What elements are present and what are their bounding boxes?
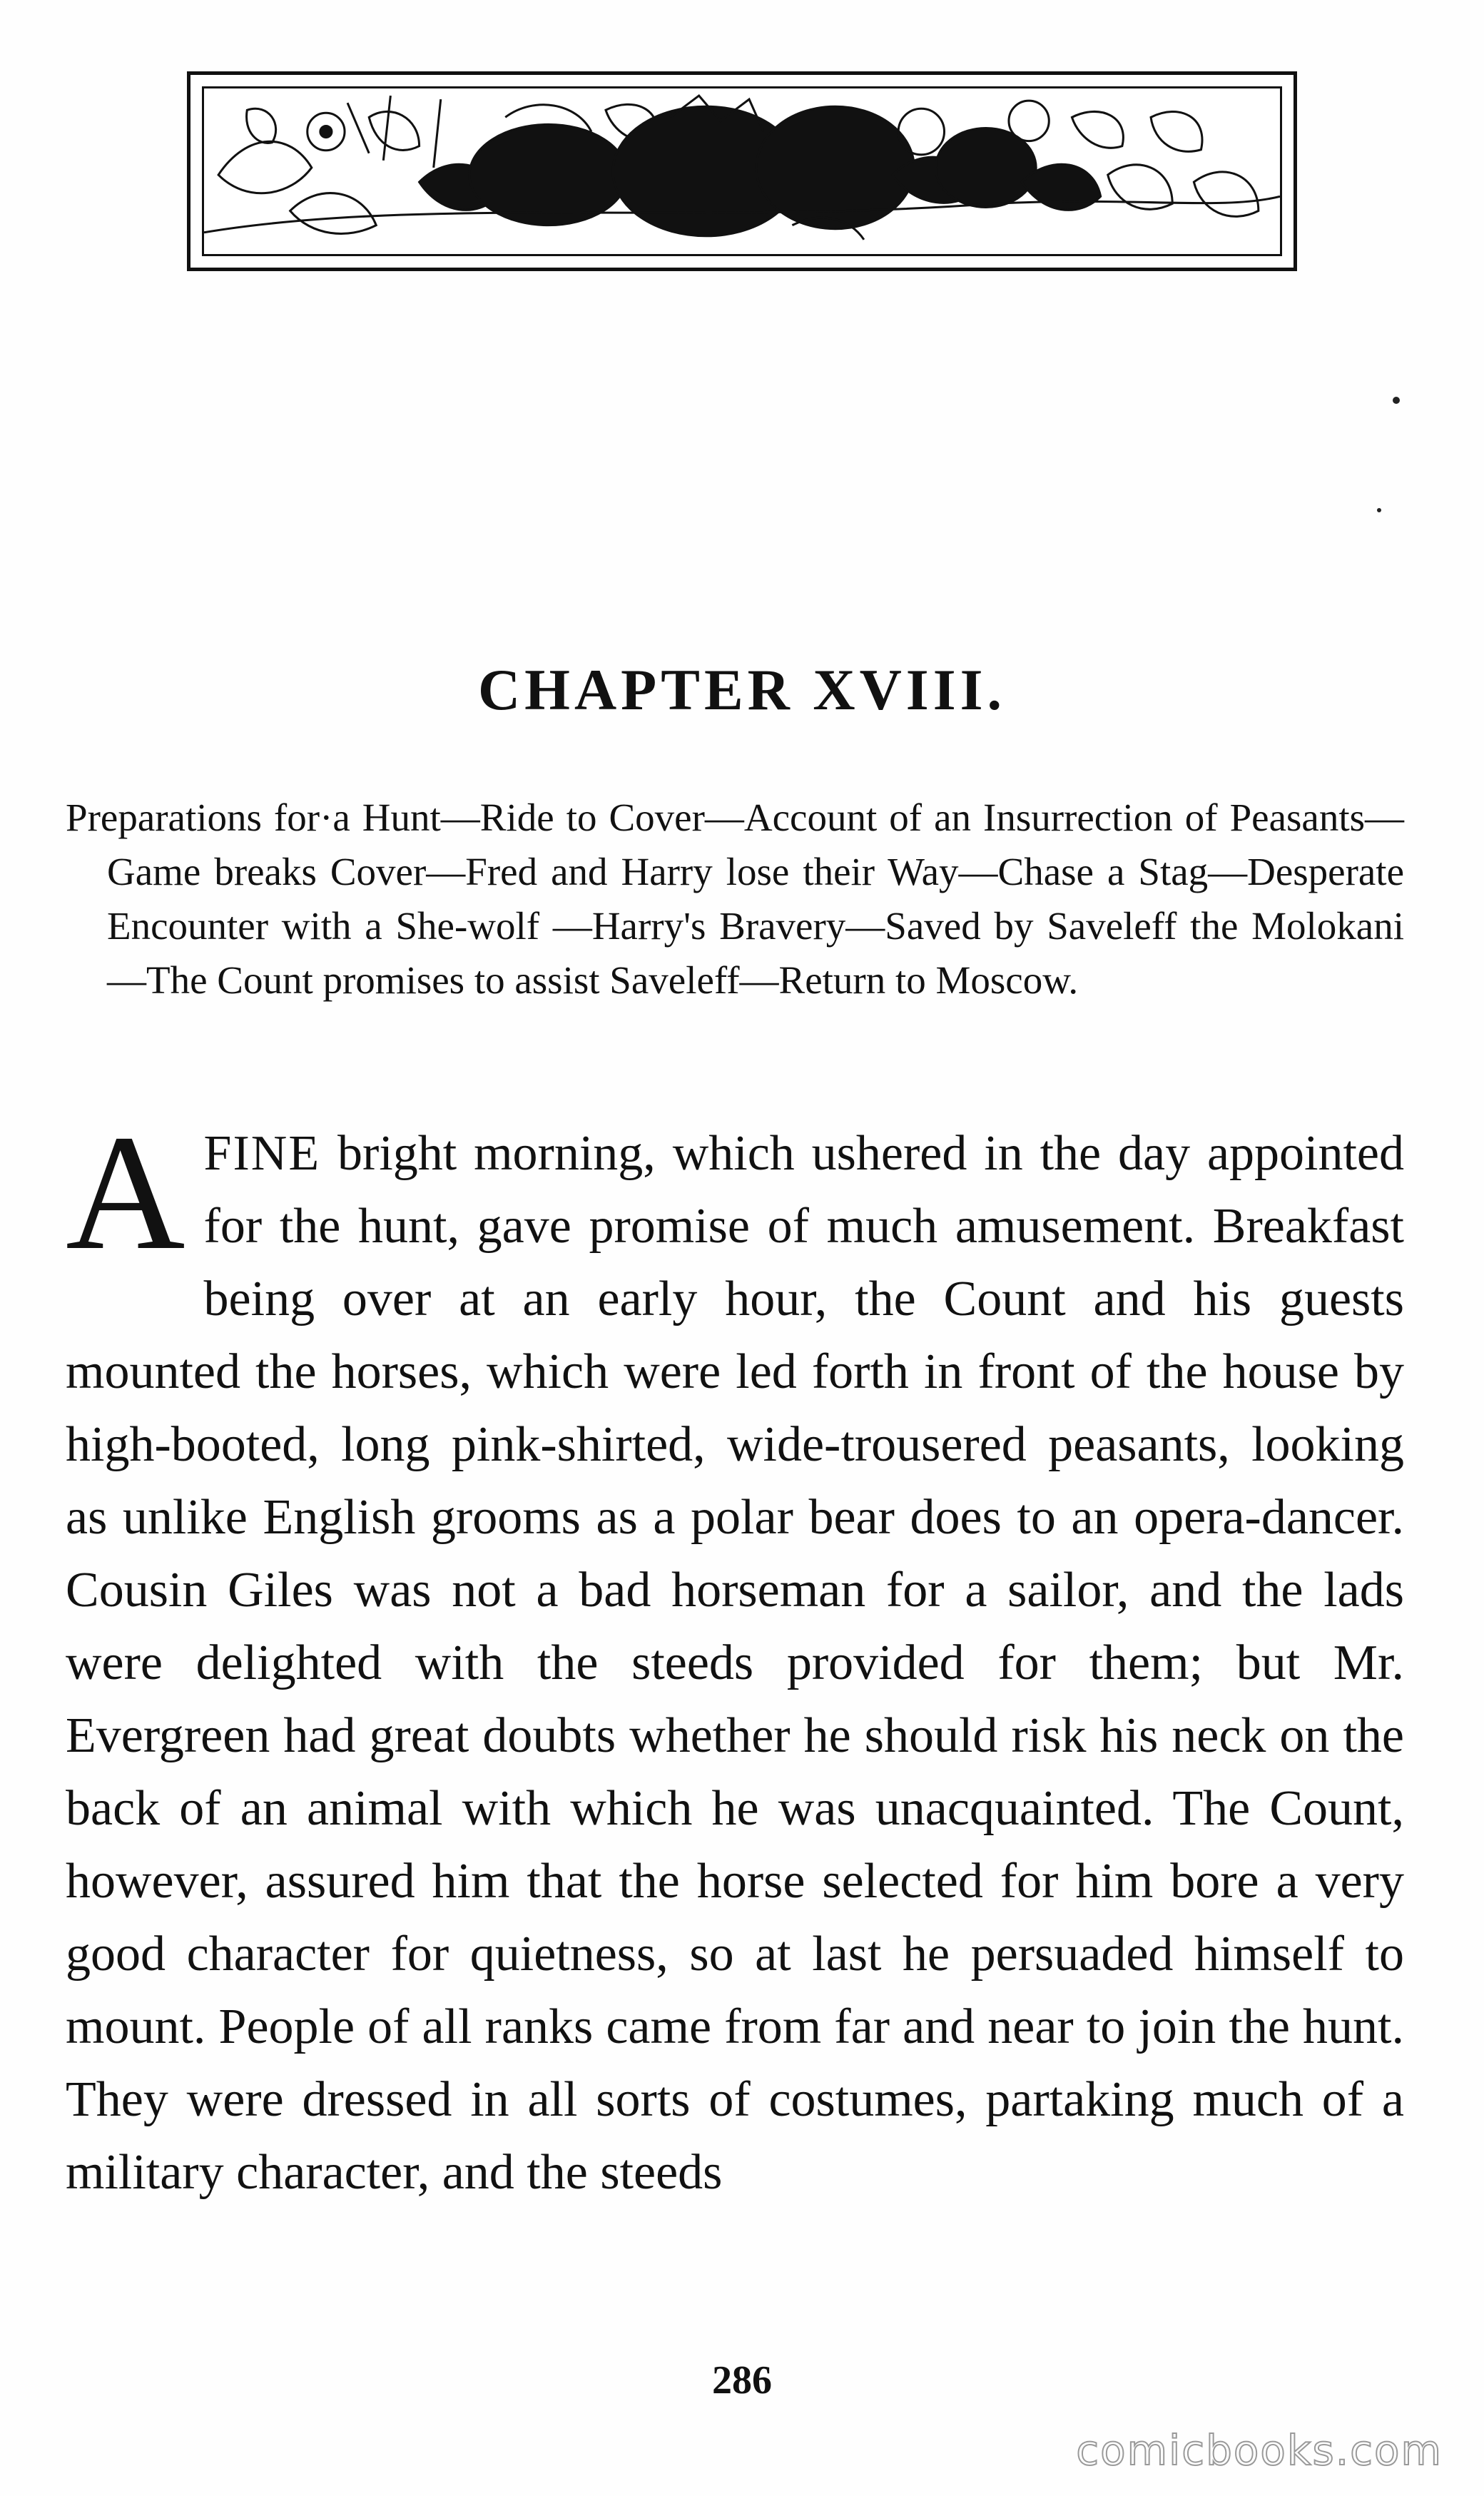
chapter-title: CHAPTER XVIII. xyxy=(477,657,1007,722)
print-speck xyxy=(1393,397,1400,404)
site-watermark: comicbooks.com xyxy=(1076,2426,1443,2475)
body-paragraph xyxy=(66,1101,1404,2209)
print-speck xyxy=(1377,508,1381,512)
opening-word: FINE xyxy=(203,1126,321,1181)
page-number: 286 xyxy=(712,2358,772,2403)
chapter-synopsis: Preparations for·a Hunt—Ride to Cover—Account of an Insurrection of Peasants—Game breaks Cover—Fred and Harry lose their Way—Chase a Stag—Desperate Encounter with a She-wolf —Harry's Bravery—Saved by Saveleff the Molokani—The Count promises to assist Saveleff—Return to Moscow. xyxy=(66,796,1404,1002)
floral-ornament-icon xyxy=(204,88,1280,254)
floral-headpiece-ornament xyxy=(187,71,1297,271)
drop-cap-letter: A xyxy=(66,1101,186,1284)
paragraph-text: bright morning, which ushered in the day appointed for the hunt, gave promise of much amusement. Breakfast being over at an early hour, the Count and his guests mounted the horses, which were led forth in front of the house by high-booted, long pink-shirted, wide-trousered peasants, looking as unlike English grooms as a polar bear does to an opera-dancer. Cousin Giles was not a bad horseman for a sailor, and the lads were delighted with the steeds provided for them; but Mr. Evergreen had great doubts whether he should risk his neck on the back of an animal with which he was unacquainted. The Count, however, assured him that the horse selected for him bore a very good character for quietness, so at last he persuaded himself to mount. People of all ranks came from far and near to join the hunt. They were dressed in all sorts of costumes, partaking much of a military character, and the steeds xyxy=(66,1126,1404,2200)
